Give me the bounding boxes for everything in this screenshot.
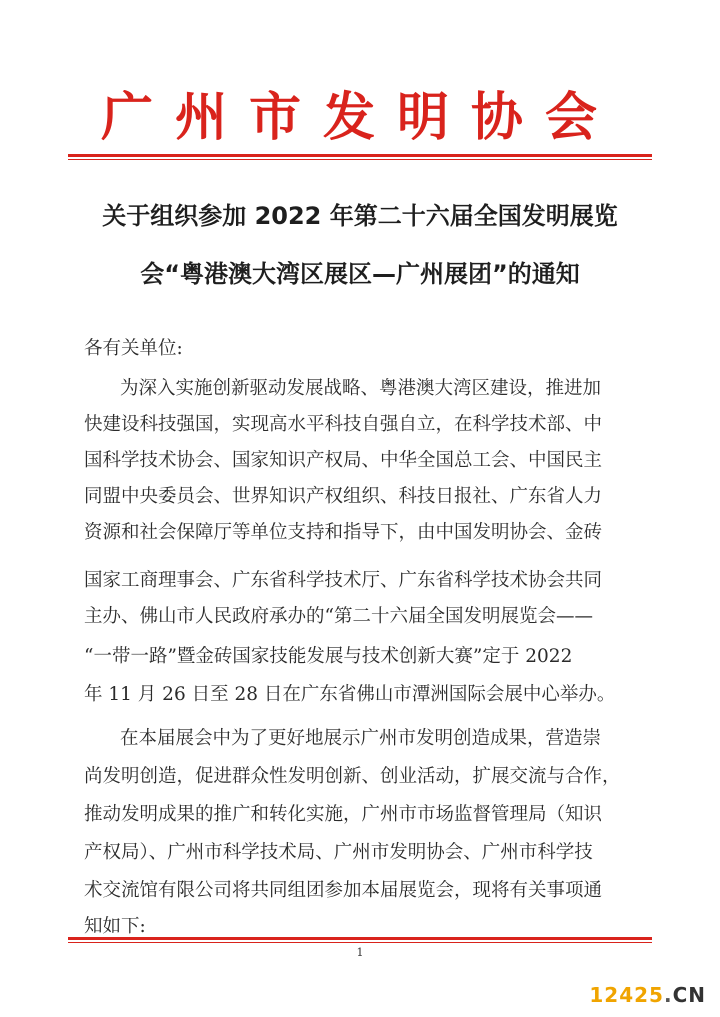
paragraph-line: 推动发明成果的推广和转化实施，广州市市场监督管理局（知识	[84, 804, 603, 825]
header-rule-thick	[68, 154, 652, 157]
paragraph-line: 国家工商理事会、广东省科学技术厅、广东省科学技术协会共同	[84, 570, 603, 591]
paragraph-line: 尚发明创造，促进群众性发明创新、创业活动，扩展交流与合作，	[84, 766, 621, 787]
paragraph-line: 在本届展会中为了更好地展示广州市发明创造成果，营造崇	[120, 728, 602, 749]
salutation: 各有关单位:	[84, 338, 183, 359]
paragraph-line: 为深入实施创新驱动发展战略、粤港澳大湾区建设，推进加	[120, 378, 602, 399]
notice-title-line-1: 关于组织参加 2022 年第二十六届全国发明展览	[102, 202, 618, 230]
page-number: 1	[356, 946, 364, 959]
site-watermark	[589, 983, 706, 1007]
paragraph-line: 国科学技术协会、国家知识产权局、中华全国总工会、中国民主	[84, 450, 603, 471]
paragraph-line: 资源和社会保障厅等单位支持和指导下，由中国发明协会、金砖	[84, 522, 603, 543]
footer-rule-thin	[68, 942, 652, 943]
paragraph-line: 年 11 月 26 日至 28 日在广东省佛山市潭洲国际会展中心举办。	[84, 684, 616, 705]
paragraph-line: 主办、佛山市人民政府承办的“第二十六届全国发明展览会——	[84, 606, 593, 627]
paragraph-line: 术交流馆有限公司将共同组团参加本届展览会，现将有关事项通	[84, 880, 603, 901]
header-rule-thin	[68, 159, 652, 160]
paragraph-line: 快建设科技强国，实现高水平科技自强自立，在科学技术部、中	[84, 414, 603, 435]
footer-rule-thick	[68, 937, 652, 940]
notice-title-line-2: 会“粤港澳大湾区展区—广州展团”的通知	[140, 260, 580, 288]
org-name-heading: 广州市发明协会	[100, 87, 619, 148]
watermark-number: 12425	[589, 983, 664, 1007]
paragraph-line: 产权局）、广州市科学技术局、广州市发明协会、广州市科学技	[84, 842, 593, 863]
watermark-dot: .	[663, 983, 673, 1007]
paragraph-line: 知如下:	[84, 916, 146, 937]
paragraph-line: 同盟中央委员会、世界知识产权组织、科技日报社、广东省人力	[84, 486, 603, 507]
watermark-tld: CN	[672, 983, 706, 1007]
paragraph-line: “一带一路”暨金砖国家技能发展与技术创新大赛”定于 2022	[84, 646, 573, 667]
